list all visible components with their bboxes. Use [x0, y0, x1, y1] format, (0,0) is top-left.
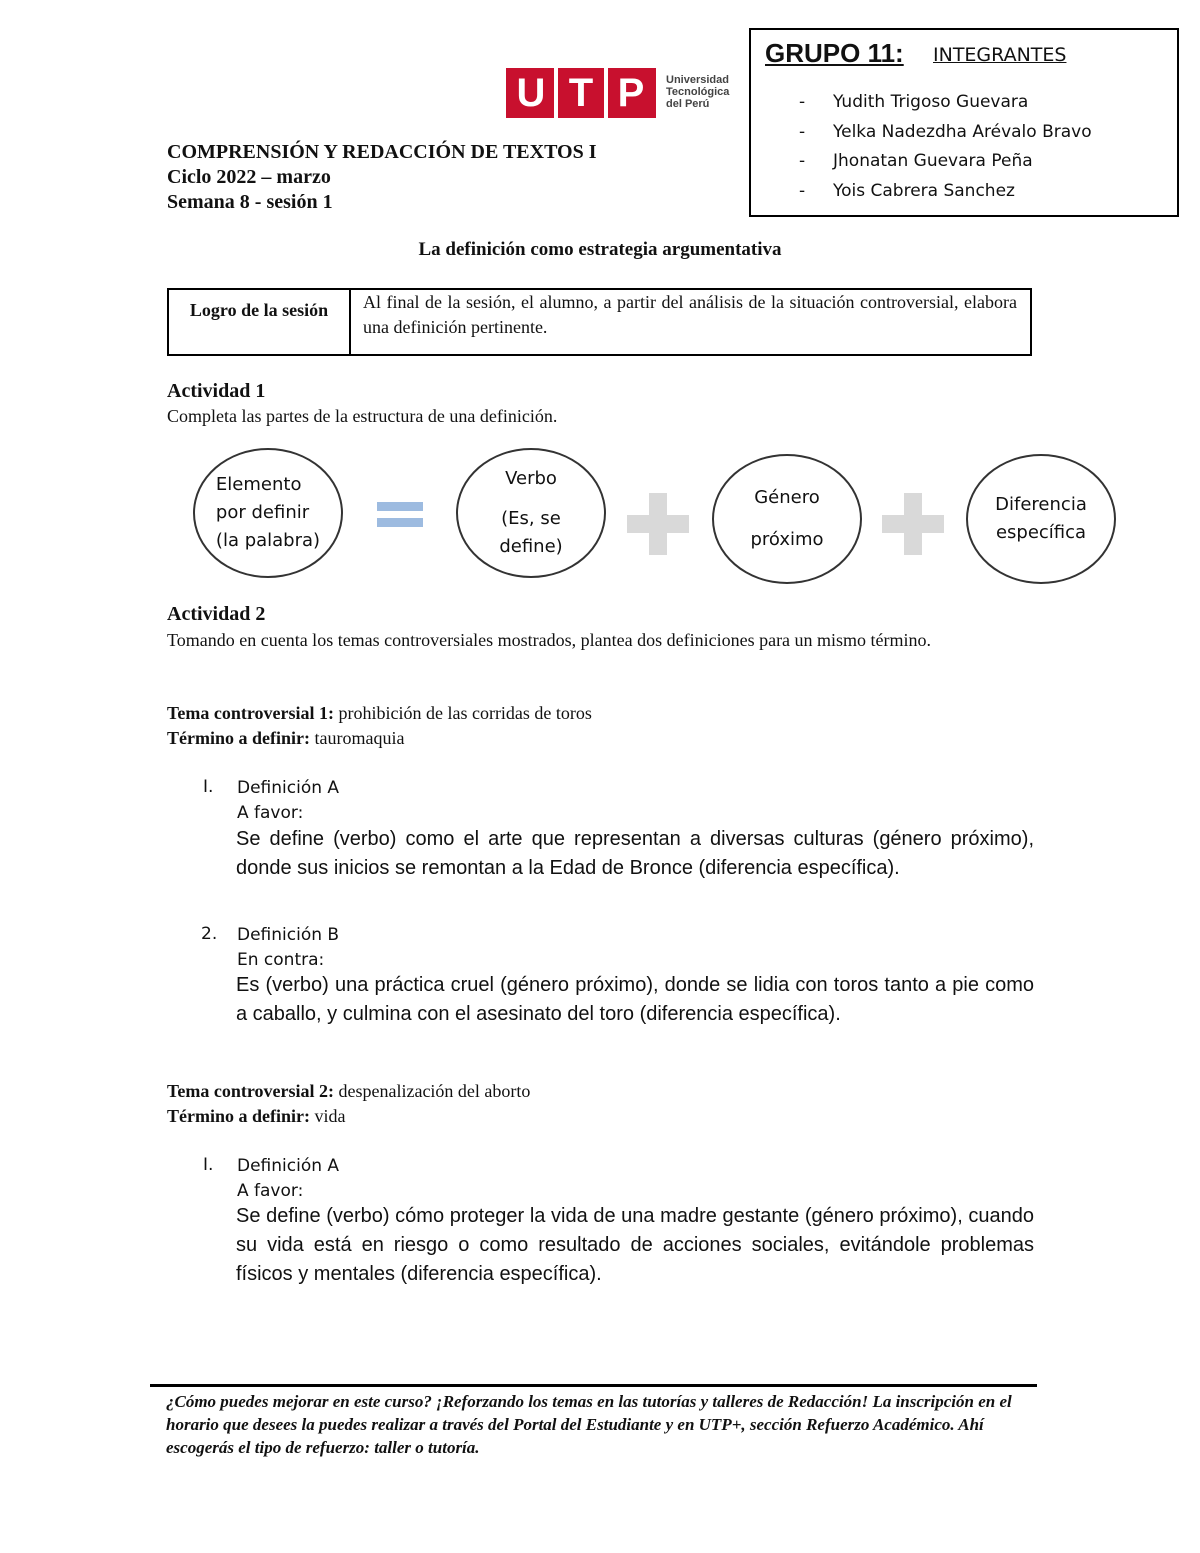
equals-bar-bottom	[377, 518, 423, 527]
circle-line: por definir	[215, 502, 310, 523]
activity2-heading: Actividad 2	[167, 603, 266, 625]
logro-label: Logro de la sesión	[169, 290, 351, 354]
topic2-term-line	[167, 1104, 345, 1129]
group-title: GRUPO 11:	[765, 38, 904, 68]
logo-letter-u: U	[516, 71, 546, 115]
topic1-label: Tema controversial 1:	[167, 703, 334, 723]
topic1-defB-stance: En contra:	[237, 950, 325, 970]
topic1-defA-number: I.	[203, 777, 214, 797]
circle-line: define)	[499, 536, 563, 557]
topic2-label: Tema controversial 2:	[167, 1081, 334, 1101]
topic1-defA-title: Definición A	[237, 778, 340, 798]
topic2-line	[167, 1079, 530, 1104]
topic2-term-label: Término a definir:	[167, 1106, 310, 1126]
topic1-term: tauromaquia	[314, 728, 405, 748]
footer-rule	[150, 1384, 1037, 1387]
plus-icon	[627, 493, 689, 555]
logo-separator	[604, 68, 608, 118]
topic1-term-label: Término a definir:	[167, 728, 310, 748]
logo-university-name	[666, 74, 729, 110]
circle-line: (Es, se	[501, 508, 561, 529]
topic1-defA-text: Se define (verbo) como el arte que representan a diversas culturas (género próximo), donde sus inicios se remontan a la Edad de Bronce (diferencia específica).	[236, 828, 1034, 879]
circle-element	[193, 448, 343, 578]
member-item: - Jhonatan Guevara Peña	[799, 147, 1092, 177]
topic2-defA-number: I.	[203, 1155, 214, 1175]
logro-text: Al final de la sesión, el alumno, a partir del análisis de la situación controversial, elabora una definición pertinente.	[363, 292, 1017, 337]
course-week: Semana 8 - sesión 1	[167, 191, 333, 213]
logo-line: Tecnológica	[666, 86, 730, 98]
circle-line: Verbo	[505, 468, 557, 489]
topic1-defA-stance: A favor:	[237, 803, 304, 823]
activity2-instruction: Tomando en cuenta los temas controversiales mostrados, plantea dos definiciones para un mismo término.	[167, 630, 932, 650]
topic1-value: prohibición de las corridas de toros	[338, 703, 592, 723]
circle-line: (la palabra)	[215, 530, 321, 551]
topic1-defB-number: 2.	[201, 924, 218, 944]
topic1-line	[167, 701, 592, 726]
member-item: - Yelka Nadezdha Arévalo Bravo	[799, 118, 1092, 148]
circle-difference	[966, 454, 1116, 584]
topic1-defB-title: Definición B	[237, 925, 340, 945]
member-item: - Yois Cabrera Sanchez	[799, 177, 1092, 207]
circle-line: Diferencia	[995, 494, 1087, 515]
topic2-term: vida	[314, 1106, 346, 1126]
topic2-defA-stance: A favor:	[237, 1181, 304, 1201]
course-header	[167, 140, 597, 215]
group-box	[749, 28, 1179, 217]
circle-line: específica	[995, 522, 1087, 543]
utp-logo	[506, 68, 738, 120]
circle-genus	[712, 454, 862, 584]
course-cycle: Ciclo 2022 – marzo	[167, 166, 331, 188]
logo-separator	[554, 68, 558, 118]
logo-line: del Perú	[666, 98, 710, 110]
topic2-defA-title: Definición A	[237, 1156, 340, 1176]
logo-letter-p: P	[617, 71, 645, 115]
course-name: COMPRENSIÓN Y REDACCIÓN DE TEXTOS I	[167, 141, 597, 163]
footer-note: ¿Cómo puedes mejorar en este curso? ¡Reforzando los temas en las tutorías y talleres de Redacción! La inscripción en el horario que desees la puedes realizar a través del Portal del Estudiante y en UTP+, sección Refuerzo Académico. Ahí escogerás el tipo de refuerzo: taller o tutoría.	[166, 1392, 1012, 1457]
plus-icon	[882, 493, 944, 555]
member-item: - Yudith Trigoso Guevara	[799, 88, 1092, 118]
logo-letter-t: T	[568, 71, 594, 115]
logro-table	[167, 288, 1032, 356]
logo-line: Universidad	[666, 74, 729, 86]
circle-verb	[456, 448, 606, 578]
circle-line: próximo	[750, 529, 824, 550]
activity1-instruction: Completa las partes de la estructura de una definición.	[167, 406, 558, 426]
topic2-defA-text: Se define (verbo) cómo proteger la vida de una madre gestante (género próximo), cuando su vida está en riesgo o como resultado de acciones sociales, evitándole problemas físicos y mentales (diferencia específica).	[236, 1205, 1034, 1285]
member-list	[799, 88, 1092, 206]
circle-line: Género	[754, 487, 820, 508]
topic1-defB-text: Es (verbo) una práctica cruel (género próximo), donde se lidia con toros tanto a pie como a caballo, y culmina con el asesinato del toro (diferencia específica).	[236, 974, 1034, 1025]
equals-bar-top	[377, 502, 423, 511]
topic2-value: despenalización del aborto	[338, 1081, 531, 1101]
page-title: La definición como estrategia argumentativa	[418, 239, 782, 260]
circle-line: Elemento	[215, 474, 302, 495]
activity1-heading: Actividad 1	[167, 380, 266, 402]
topic1-term-line	[167, 726, 404, 751]
group-subtitle: INTEGRANTES	[933, 44, 1067, 66]
